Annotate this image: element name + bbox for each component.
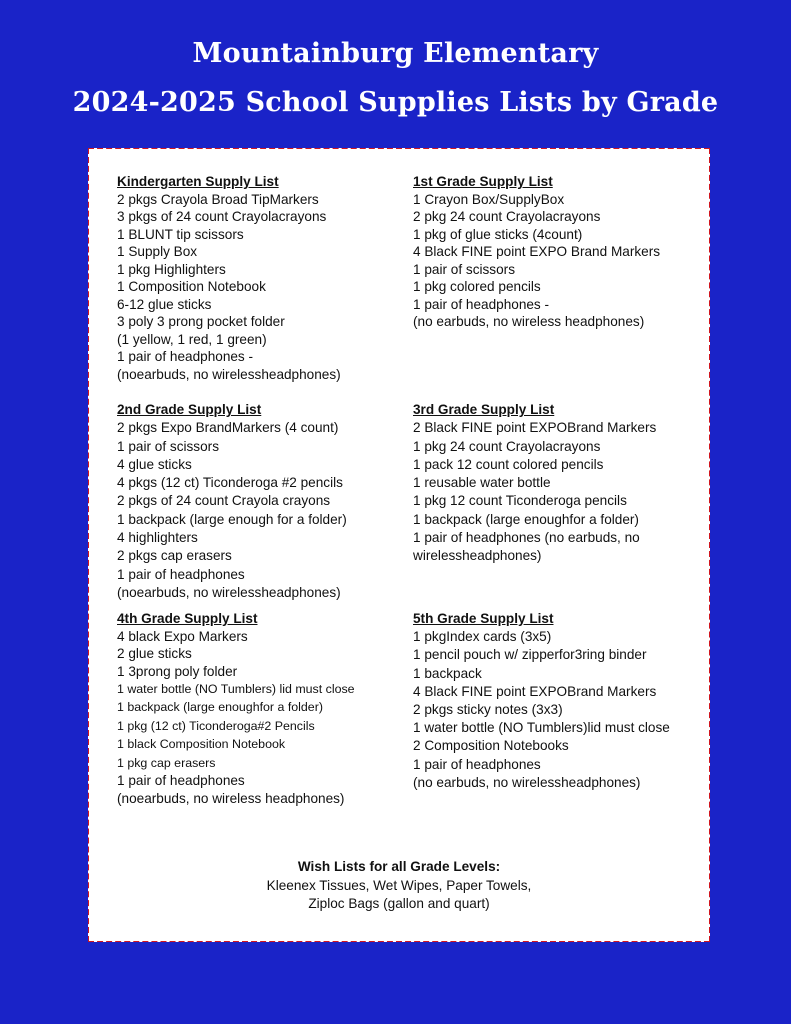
grade4-heading: 4th Grade Supply List	[117, 611, 258, 626]
list-item: wirelessheadphones)	[413, 548, 542, 564]
grade5-list	[413, 610, 670, 792]
list-item: 2 Black FINE point EXPOBrand Markers	[413, 420, 657, 436]
list-item: 1 pkg (12 ct) Ticonderoga#2 Pencils	[117, 718, 315, 733]
wish-list	[91, 858, 707, 914]
grade1-list	[413, 173, 660, 331]
list-item: 1 Crayon Box/SupplyBox	[413, 191, 565, 207]
list-item: (1 yellow, 1 red, 1 green)	[117, 331, 267, 347]
grade3-heading: 3rd Grade Supply List	[413, 402, 555, 417]
grade4-list	[117, 610, 355, 807]
list-item: 3 pkgs of 24 count Crayolacrayons	[117, 209, 327, 224]
kindergarten-list	[117, 173, 341, 383]
list-item: 1 pack 12 count colored pencils	[413, 456, 604, 472]
list-item: 1 pkg Highlighters	[117, 261, 226, 277]
list-item: 1 water bottle (NO Tumblers) lid must close	[117, 682, 355, 696]
grade3-list	[413, 401, 656, 566]
list-item: 4 Black FINE point EXPO Brand Markers	[413, 244, 661, 259]
list-item: 2 pkgs sticky notes (3x3)	[413, 702, 563, 718]
list-item: (no earbuds, no wireless headphones)	[413, 314, 645, 329]
list-item: 2 Composition Notebooks	[413, 738, 569, 754]
list-item: 1 backpack (large enough for a folder)	[117, 511, 347, 527]
list-item: 1 Supply Box	[117, 244, 198, 259]
wish-list-line: Kleenex Tissues, Wet Wipes, Paper Towels,	[266, 877, 532, 893]
list-item: 1 pair of headphones	[413, 756, 541, 772]
list-item: 1 water bottle (NO Tumblers)lid must close	[413, 720, 670, 736]
list-item: 2 pkgs cap erasers	[117, 548, 232, 564]
list-item: (noearbuds, no wireless headphones)	[117, 790, 345, 806]
list-item: 4 black Expo Markers	[117, 628, 248, 644]
list-item: 1 backpack	[413, 665, 482, 681]
list-item: 2 pkgs of 24 count Crayola crayons	[117, 493, 331, 509]
grade2-list	[117, 401, 347, 602]
list-item: 1 reusable water bottle	[413, 475, 551, 491]
list-item: (noearbuds, no wirelessheadphones)	[117, 366, 341, 382]
list-item: 1 Composition Notebook	[117, 279, 266, 294]
list-item: (noearbuds, no wirelessheadphones)	[117, 584, 341, 600]
list-item: 2 pkgs Crayola Broad TipMarkers	[117, 191, 319, 207]
list-item: 4 Black FINE point EXPOBrand Markers	[413, 683, 657, 699]
page-title: 2024-2025 School Supplies Lists by Grade	[72, 87, 719, 118]
wish-list-line: Ziploc Bags (gallon and quart)	[308, 896, 490, 911]
list-item: 1 BLUNT tip scissors	[117, 226, 244, 242]
list-item: 1 pkg of glue sticks (4count)	[413, 226, 583, 242]
school-name: Mountainburg Elementary	[192, 38, 599, 69]
list-item: 1 pair of headphones (no earbuds, no	[413, 530, 640, 546]
wish-list-heading: Wish Lists for all Grade Levels:	[297, 859, 501, 874]
list-item: 1 pkg cap erasers	[117, 755, 216, 770]
list-item: 2 glue sticks	[117, 646, 192, 661]
list-item: 1 black Composition Notebook	[117, 737, 286, 752]
list-item: 1 pair of headphones -	[413, 296, 550, 312]
list-item: 1 pair of headphones	[117, 566, 245, 582]
list-item: 1 pair of headphones	[117, 773, 245, 789]
kindergarten-heading: Kindergarten Supply List	[117, 174, 279, 189]
list-item: 1 pencil pouch w/ zipperfor3ring binder	[413, 647, 647, 663]
list-item: 3 poly 3 prong pocket folder	[117, 314, 285, 329]
list-item: 1 backpack (large enoughfor a folder)	[413, 511, 639, 527]
grade5-heading: 5th Grade Supply List	[413, 611, 554, 626]
list-item: 1 pair of scissors	[117, 438, 219, 454]
list-item: 1 pkg 12 count Ticonderoga pencils	[413, 493, 627, 509]
list-item: 1 pkg colored pencils	[413, 279, 541, 294]
list-item: 1 backpack (large enoughfor a folder)	[117, 700, 323, 715]
list-item: 4 glue sticks	[117, 456, 192, 472]
list-item: 2 pkgs Expo BrandMarkers (4 count)	[117, 420, 339, 436]
list-item: 1 3prong poly folder	[117, 663, 238, 679]
list-item: (no earbuds, no wirelessheadphones)	[413, 774, 641, 790]
grade2-heading: 2nd Grade Supply List	[117, 402, 262, 417]
list-item: 6-12 glue sticks	[117, 296, 212, 312]
list-item: 1 pkg 24 count Crayolacrayons	[413, 438, 601, 454]
list-item: 4 highlighters	[117, 530, 198, 546]
grade1-heading: 1st Grade Supply List	[413, 174, 553, 189]
list-item: 1 pair of scissors	[413, 261, 515, 277]
supply-list-card	[88, 148, 710, 942]
list-item: 1 pkgIndex cards (3x5)	[413, 629, 552, 645]
list-item: 1 pair of headphones -	[117, 349, 254, 364]
list-item: 2 pkg 24 count Crayolacrayons	[413, 209, 601, 224]
list-item: 4 pkgs (12 ct) Ticonderoga #2 pencils	[117, 475, 343, 491]
